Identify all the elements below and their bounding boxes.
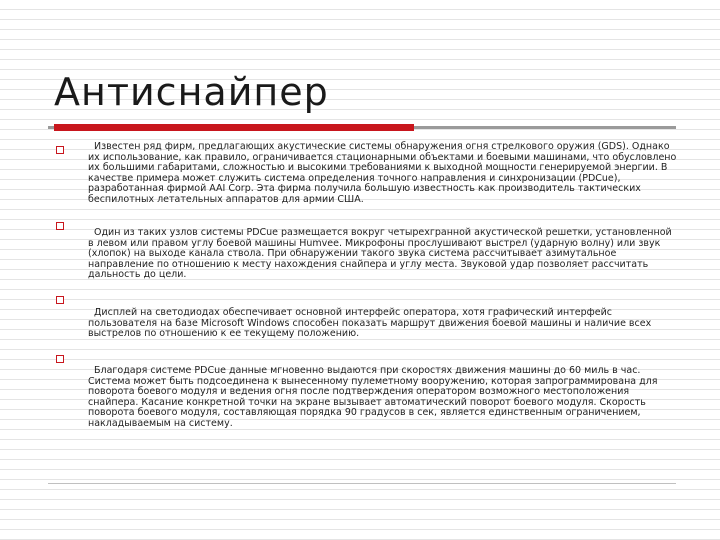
bottom-divider xyxy=(48,483,676,484)
paragraph-4: Благодаря системе PDCue данные мгновенно выдаются при скоростях движения машины до 60 миль в час. Система может быть подсоединена к вынесенному пулеметному вооружению, которая запрограммирована для поворота боевого модуля и ведения огня после подтверждения оператором возможного местоположения снайпера. Касание конкретной точки на экране вызывает автоматический поворот боевого модуля. Скорость поворота боевого модуля, составляющая порядка 90 градусов в сек, является единственным ограничением, накладываемым на систему. xyxy=(88,365,658,429)
paragraph-3: Дисплей на светодиодах обеспечивает основной интерфейс оператора, хотя графический интерфейс пользователя на базе Microsoft Windows способен показать маршрут движения боевой машины и наличие всех выстрелов по отношению к ее текущему положению. xyxy=(88,307,652,339)
paragraph-1: Известен ряд фирм, предлагающих акустические системы обнаружения огня стрелкового оружия (GDS). Однако их использование, как правило, ограничивается стационарными объектами и боевыми машинами, что обусловлено их большими габаритами, сложностью и высокими требованиями к выходной мощности генерируемой энергии. В качестве примера может служить система определения точного направления и синхронизации (PDCue), разработанная фирмой AAI Corp. Эта фирма получила большую известность как производитель тактических беспилотных летательных аппаратов для армии США. xyxy=(88,141,677,205)
paragraph-2: Один из таких узлов системы PDCue размещается вокруг четырехгранной акустической решетки, установленной в левом или правом углу боевой машины Humvee. Микрофоны прослушивают выстрел (ударную волну) или звук (хлопок) на выходе канала ствола. При обнаружении такого звука система рассчитывает азимутальное направление по отношению к месту нахождения снайпера и углу места. Звуковой удар позволяет рассчитать дальность до цели. xyxy=(88,227,672,280)
bullet-square-icon xyxy=(56,355,64,363)
title-accent-bar xyxy=(54,124,414,131)
slide-title: Антиснайпер xyxy=(54,70,329,114)
bullet-square-icon xyxy=(56,296,64,304)
bullet-square-icon xyxy=(56,146,64,154)
bullet-square-icon xyxy=(56,222,64,230)
